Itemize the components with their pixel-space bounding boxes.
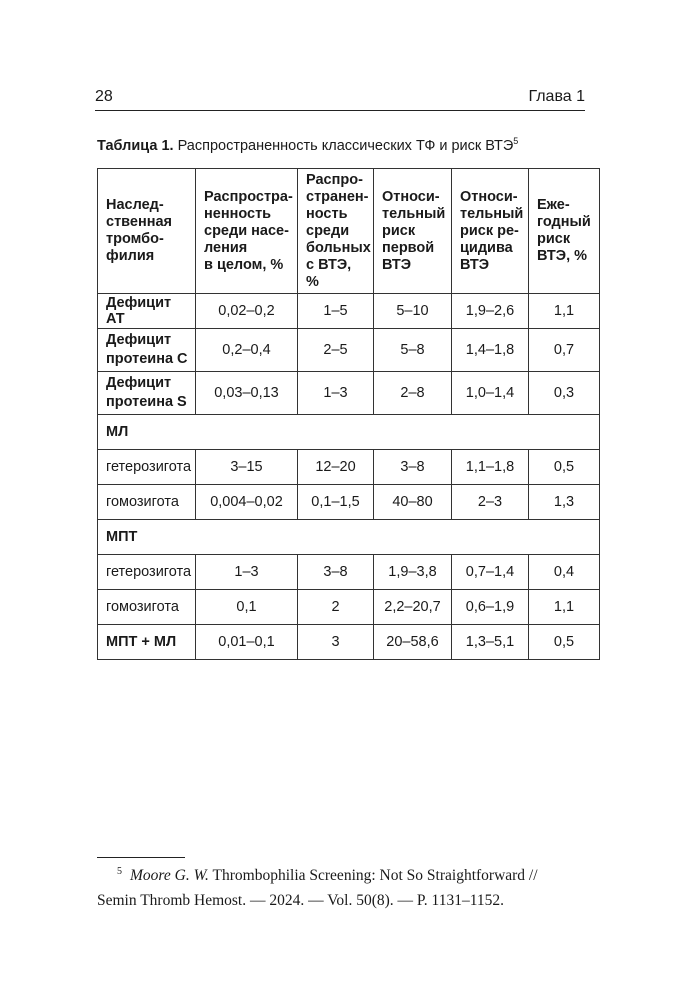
row-label: гомозигота [98, 485, 196, 520]
table-row [98, 294, 600, 329]
running-header [95, 88, 585, 111]
table-cell: 0,02–0,2 [196, 294, 298, 329]
table-cell: 1,4–1,8 [452, 329, 529, 372]
table-cell: 1–3 [298, 372, 374, 415]
table-cell: 1,9–3,8 [374, 555, 452, 590]
table-row [98, 450, 600, 485]
table-cell: 2,2–20,7 [374, 590, 452, 625]
table-group-row [98, 415, 600, 450]
table-cell: 5–8 [374, 329, 452, 372]
page-number: 28 [95, 88, 113, 105]
row-label: Дефицит АТ [98, 294, 196, 329]
footnote-source: Semin Thromb Hemost. — 2024. — Vol. 50(8). — P. 1131–1152. [97, 892, 505, 909]
footnote [97, 863, 587, 913]
table-cell: 1,0–1,4 [452, 372, 529, 415]
table-row [98, 590, 600, 625]
table-cell: 0,6–1,9 [452, 590, 529, 625]
table-cell: 1,3–5,1 [452, 625, 529, 660]
table-cell: 12–20 [298, 450, 374, 485]
table-cell: 0,2–0,4 [196, 329, 298, 372]
table-cell: 2 [298, 590, 374, 625]
table-caption [97, 138, 518, 154]
column-header: Наслед- ственная тромбо- филия [98, 169, 196, 294]
row-label: Дефицит протеина S [98, 372, 196, 415]
table-cell: 0,5 [529, 625, 600, 660]
table-group-row [98, 520, 600, 555]
table-cell: 20–58,6 [374, 625, 452, 660]
table-cell: 0,1–1,5 [298, 485, 374, 520]
chapter-label: Глава 1 [528, 88, 585, 105]
table-caption-label: Таблица 1. [97, 138, 174, 154]
table-cell: 40–80 [374, 485, 452, 520]
table-cell: 0,01–0,1 [196, 625, 298, 660]
table-cell: 1,1 [529, 590, 600, 625]
table-header-row [98, 169, 600, 294]
footnote-marker: 5 [117, 865, 122, 877]
table-cell: 1,1 [529, 294, 600, 329]
table-cell: 3–15 [196, 450, 298, 485]
footnote-title: Thrombophilia Screening: Not So Straightforward // [208, 867, 538, 884]
table-body [98, 294, 600, 660]
table-cell: 0,1 [196, 590, 298, 625]
table-row [98, 555, 600, 590]
table-cell: 5–10 [374, 294, 452, 329]
table-cell: 1,3 [529, 485, 600, 520]
row-label: гомозигота [98, 590, 196, 625]
table-cell: 3–8 [374, 450, 452, 485]
table-cell: 1–3 [196, 555, 298, 590]
group-label: МЛ [98, 415, 600, 450]
table-cell: 2–3 [452, 485, 529, 520]
table-row [98, 625, 600, 660]
thrombophilia-table [97, 168, 600, 660]
column-header: Распро- странен- ность среди больных с ВТЭ, % [298, 169, 374, 294]
table-cell: 1–5 [298, 294, 374, 329]
table-cell: 2–5 [298, 329, 374, 372]
table-cell: 3 [298, 625, 374, 660]
table-cell: 0,4 [529, 555, 600, 590]
table-row [98, 372, 600, 415]
table-cell: 0,7–1,4 [452, 555, 529, 590]
footnote-divider [97, 857, 185, 858]
footnote-reference: 5 [513, 136, 519, 147]
table-row [98, 329, 600, 372]
table-cell: 1,9–2,6 [452, 294, 529, 329]
row-label: гетерозигота [98, 450, 196, 485]
table-cell: 0,7 [529, 329, 600, 372]
row-label: МПТ + МЛ [98, 625, 196, 660]
table-cell: 2–8 [374, 372, 452, 415]
table-cell: 3–8 [298, 555, 374, 590]
column-header: Еже- годный риск ВТЭ, % [529, 169, 600, 294]
table-cell: 0,5 [529, 450, 600, 485]
table-cell: 1,1–1,8 [452, 450, 529, 485]
table-caption-text: Распространенность классических ТФ и риск ВТЭ [173, 138, 514, 154]
footnote-author: Moore G. W. [130, 867, 209, 884]
table-cell: 0,03–0,13 [196, 372, 298, 415]
row-label: Дефицит протеина С [98, 329, 196, 372]
table-cell: 0,3 [529, 372, 600, 415]
table-row [98, 485, 600, 520]
column-header: Распростра- ненность среди насе- ления в целом, % [196, 169, 298, 294]
group-label: МПТ [98, 520, 600, 555]
column-header: Относи- тельный риск ре- цидива ВТЭ [452, 169, 529, 294]
table-cell: 0,004–0,02 [196, 485, 298, 520]
column-header: Относи- тельный риск первой ВТЭ [374, 169, 452, 294]
row-label: гетерозигота [98, 555, 196, 590]
